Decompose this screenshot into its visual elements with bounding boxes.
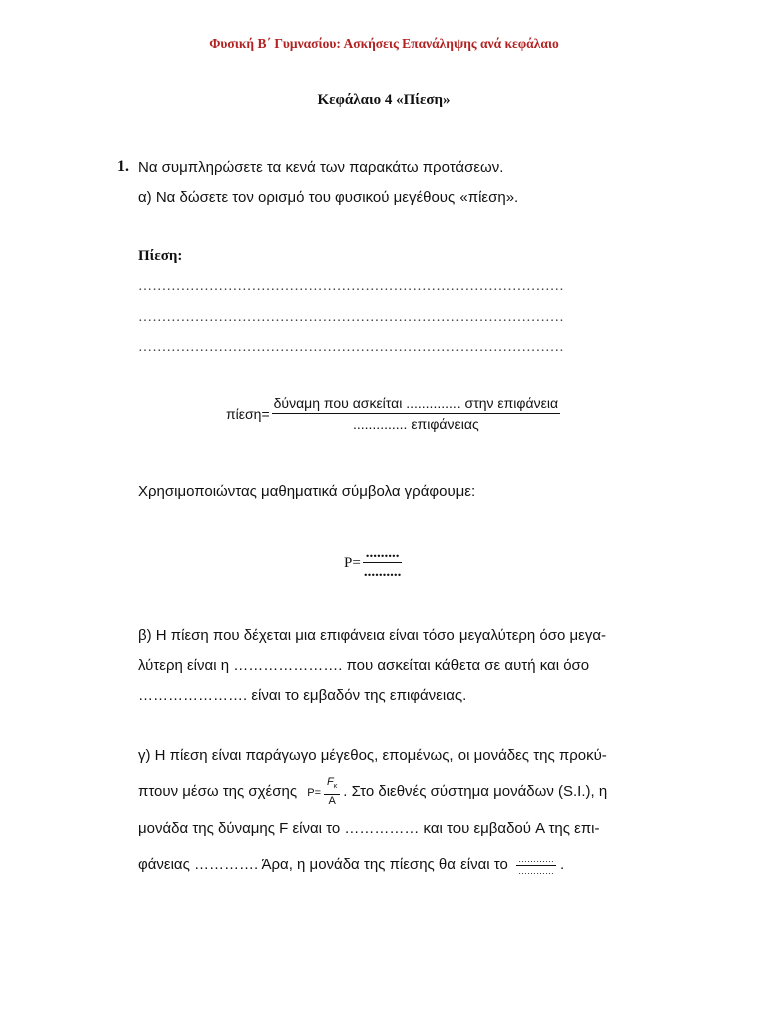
part-b-paragraph bbox=[138, 621, 632, 711]
fraction-numerator: δύναμη που ασκείται .............. στην επιφάνεια bbox=[272, 395, 560, 414]
fraction-denominator: .............. επιφάνειας bbox=[352, 416, 479, 432]
relation-numerator bbox=[324, 776, 340, 794]
unit-numerator: ………… bbox=[518, 853, 555, 864]
part-c-line bbox=[138, 847, 632, 883]
part-b-line: λύτερη είναι η …………………. που ασκείται κάθετα σε αυτή και όσο bbox=[138, 657, 590, 674]
part-a-text: α) Να δώσετε τον ορισμό του φυσικού μεγέθους «πίεση». bbox=[138, 189, 519, 206]
pressure-unit-fraction bbox=[516, 854, 556, 877]
document-header: Φυσική Β΄ Γυμνασίου: Ασκήσεις Επανάληψης ανά κεφάλαιο bbox=[209, 36, 559, 51]
question-number: 1. bbox=[117, 158, 129, 175]
part-c-line bbox=[138, 774, 632, 811]
force-symbol: F bbox=[327, 776, 334, 789]
chapter-title: Κεφάλαιο 4 «Πίεση» bbox=[317, 92, 451, 108]
symbol-formula-lhs: P= bbox=[344, 554, 361, 571]
answer-dot-line: ……………………………………………………………………………… bbox=[138, 279, 564, 294]
symbol-numerator: ......... bbox=[363, 545, 403, 563]
relation-lhs: P= bbox=[307, 787, 321, 799]
answer-dot-line: ……………………………………………………………………………… bbox=[138, 340, 564, 355]
unit-denominator: ………… bbox=[518, 865, 555, 876]
part-c-paragraph bbox=[138, 738, 632, 883]
relation-denominator: A bbox=[328, 794, 336, 807]
verbal-fraction bbox=[272, 395, 560, 432]
symbol-fraction bbox=[361, 545, 405, 581]
part-c-text: . bbox=[560, 856, 565, 873]
part-b-line: β) Η πίεση που δέχεται μια επιφάνεια είναι τόσο μεγαλύτερη όσο μεγα- bbox=[138, 627, 607, 644]
part-c-text: φάνειας …………. Άρα, η μονάδα της πίεσης θα είναι το bbox=[138, 856, 508, 873]
verbal-pressure-formula bbox=[226, 395, 560, 432]
symbols-intro: Χρησιμοποιώντας μαθηματικά σύμβολα γράφουμε: bbox=[138, 483, 476, 500]
symbol-denominator: .......... bbox=[363, 564, 402, 580]
part-b-line: …………………. είναι το εμβαδόν της επιφάνειας. bbox=[138, 687, 467, 704]
answer-dot-line: ……………………………………………………………………………… bbox=[138, 310, 564, 325]
formula-lhs: πίεση= bbox=[226, 405, 270, 422]
force-subscript: κ bbox=[333, 783, 338, 791]
force-area-fraction bbox=[324, 776, 340, 807]
part-c-line: γ) Η πίεση είναι παράγωγο μέγεθος, επομένως, οι μονάδες της προκύ- bbox=[138, 747, 607, 764]
part-c-line: μονάδα της δύναμης F είναι το …………… και του εμβαδού A της επι- bbox=[138, 820, 600, 837]
pressure-label: Πίεση: bbox=[138, 248, 183, 264]
part-c-text: . Στο διεθνές σύστημα μονάδων (S.I.), η bbox=[343, 783, 608, 800]
question-intro: Να συμπληρώσετε τα κενά των παρακάτω προτάσεων. bbox=[138, 159, 504, 176]
symbol-formula bbox=[344, 545, 404, 581]
part-c-text: πτουν μέσω της σχέσης bbox=[138, 783, 298, 800]
